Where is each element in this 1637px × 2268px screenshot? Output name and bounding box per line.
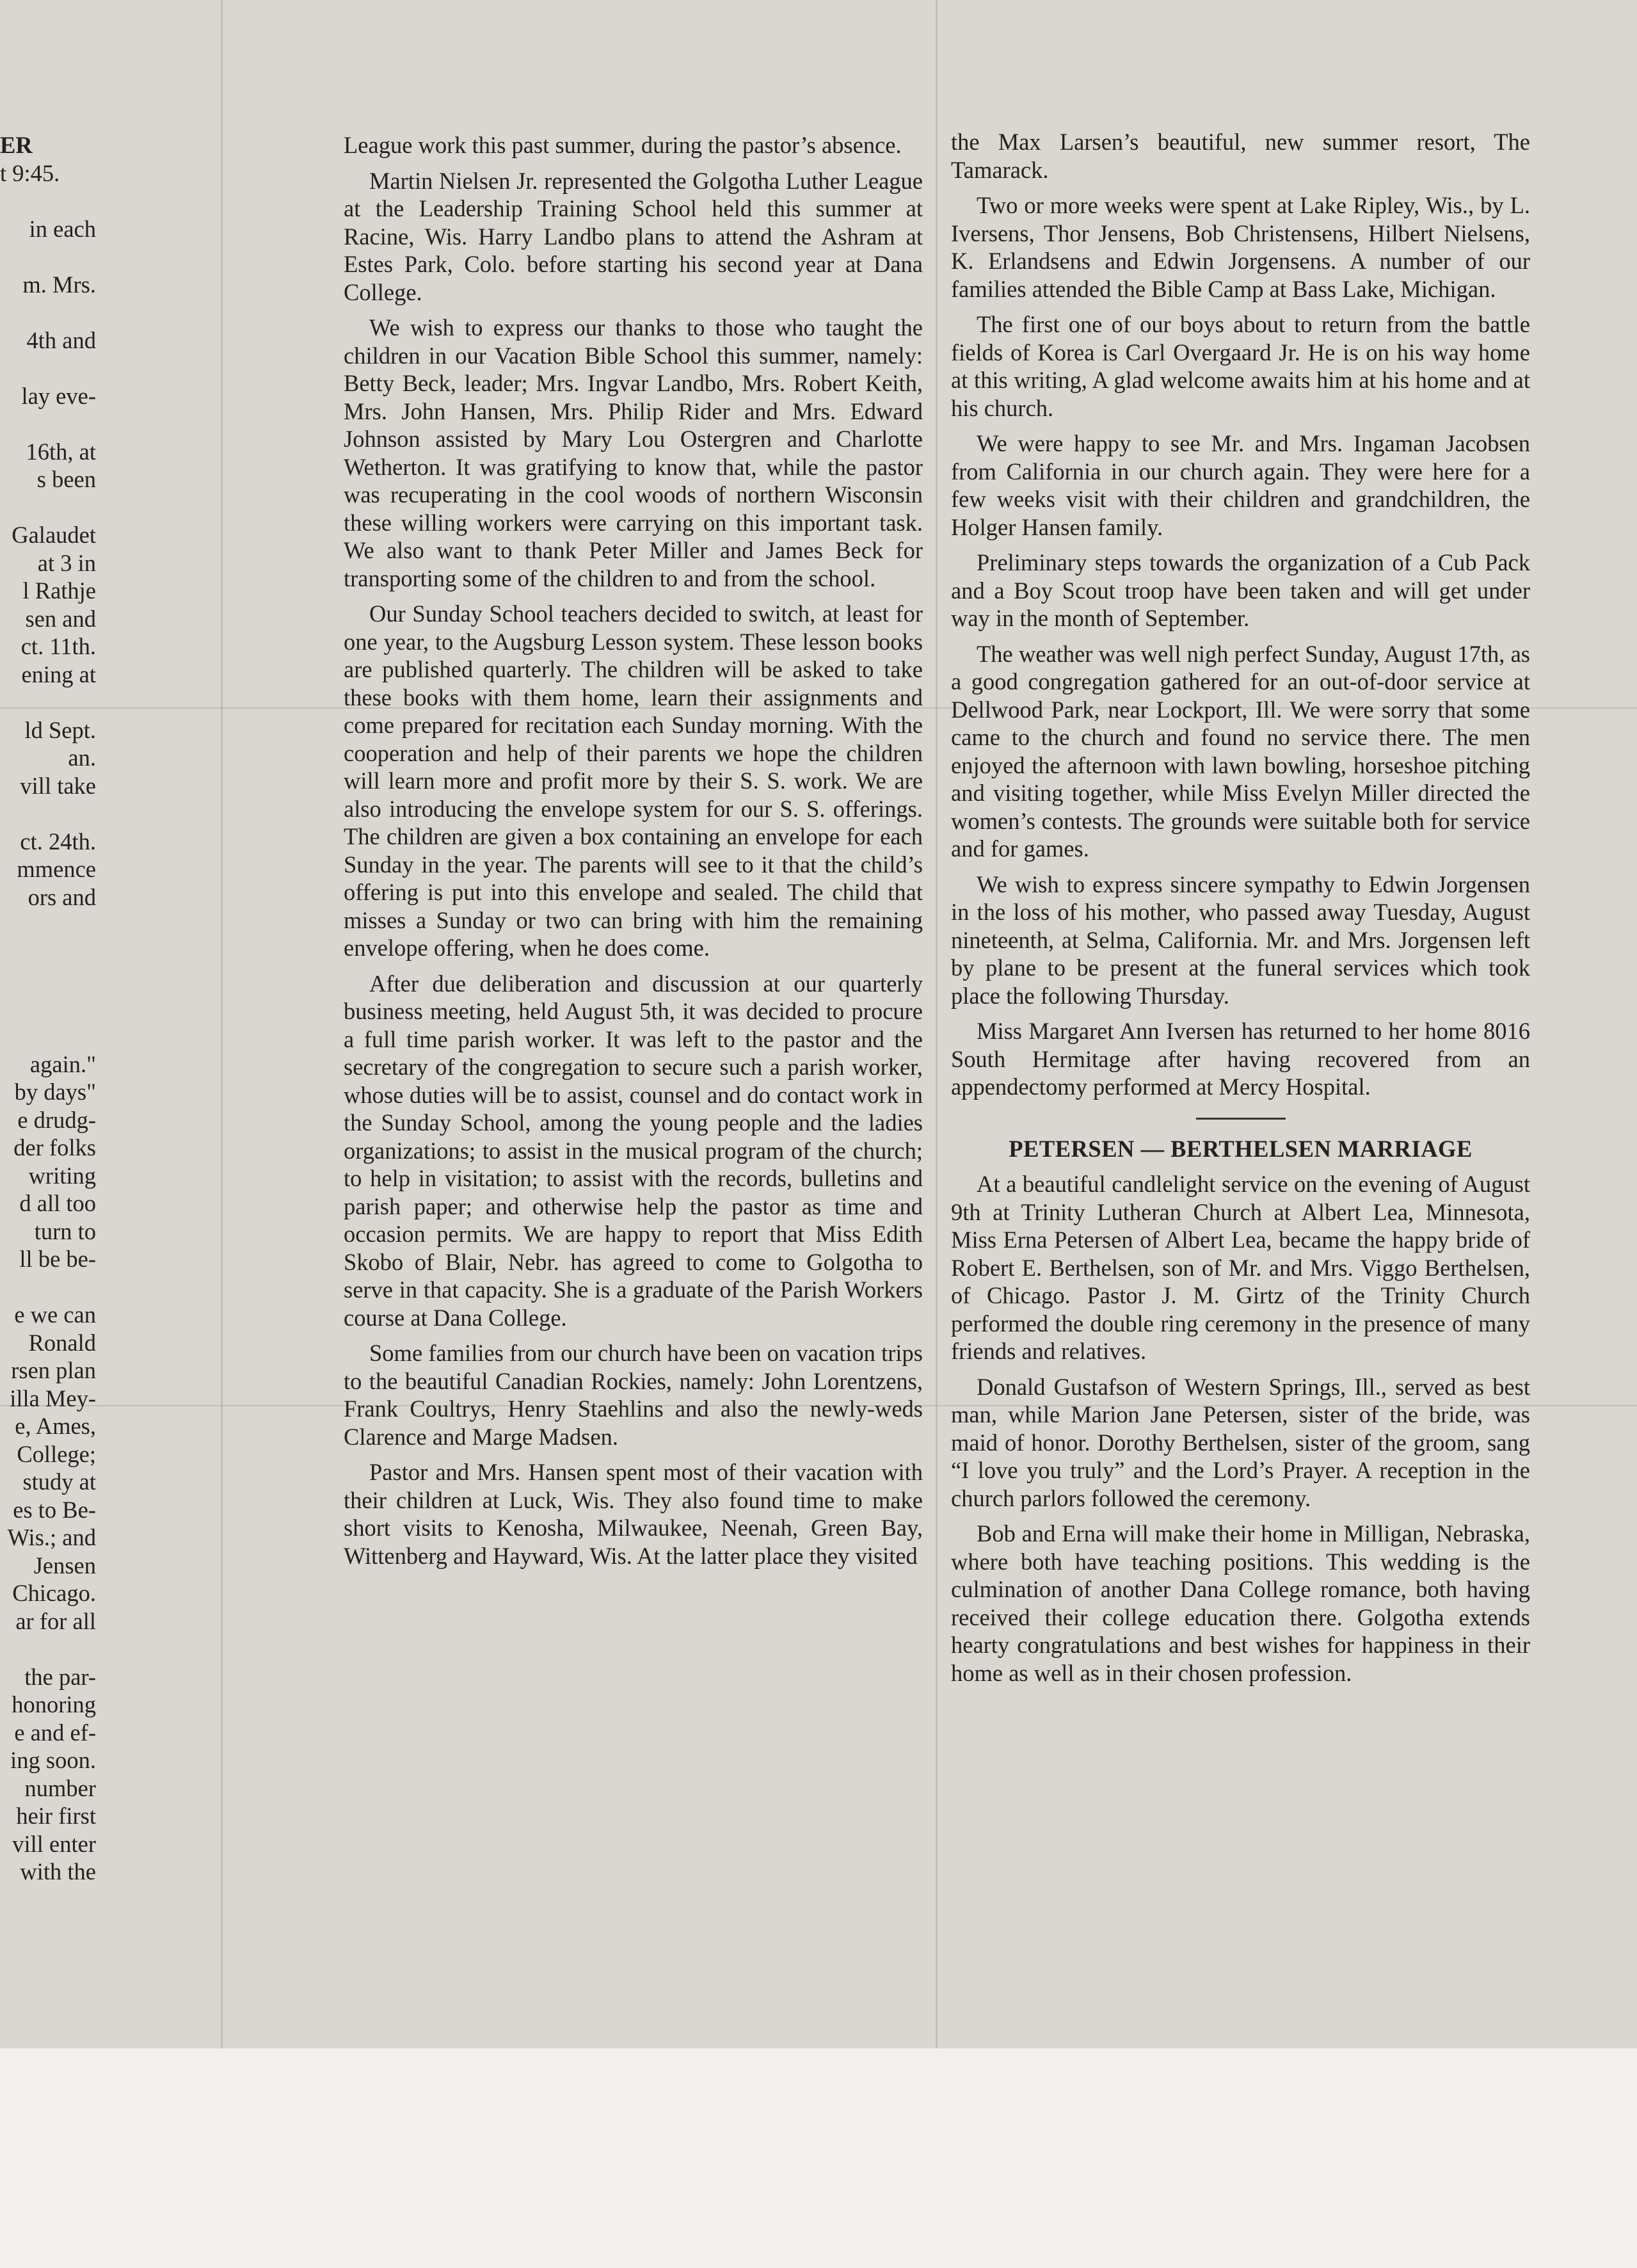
fragment-text: 16th, at (26, 438, 96, 465)
text-fragment (0, 1468, 96, 1496)
text-fragment (0, 1134, 96, 1162)
fragment-text: ct. 24th. (20, 828, 96, 855)
left-column-fragments (0, 131, 96, 1886)
fragment-text: ening at (21, 661, 96, 688)
article-paragraph: After due deliberation and discussion at our quarterly business meeting, held August 5th, it was decided to procure a full time parish worker. It was left to the pastor and the secretary of the congregation to secure such a parish worker, whose duties will be to assist, counsel and do contact work in the Sunday School, among the young people and the ladies organizations; to assist in the musical program of the church; to help in visitation; to assist with the records, bulletins and parish paper; and otherwise help the pastor as time and occasion permits. We are happy to report that Miss Edith Skobo of Blair, Nebr. has agreed to come to Golgotha to serve in that capacity. She is a graduate of the Parish Workers course at Dana College. (344, 970, 923, 1331)
fold-line (221, 0, 223, 2048)
fragment-text: turn to (34, 1218, 96, 1244)
fragment-text: ct. 11th. (20, 633, 96, 659)
text-fragment (0, 1273, 96, 1301)
fragment-text: honoring (12, 1691, 96, 1717)
text-fragment (0, 1635, 96, 1663)
article-paragraph: League work this past summer, during the pastor’s absence. (344, 132, 902, 158)
fragment-text: writing (28, 1162, 96, 1189)
text-fragment (0, 1524, 96, 1552)
fragment-text: ing soon. (10, 1747, 96, 1773)
text-fragment (0, 1050, 96, 1079)
fragment-text: mmence (17, 856, 96, 882)
text-fragment (0, 271, 96, 299)
fragment-text: e, Ames, (15, 1413, 96, 1439)
text-fragment (0, 855, 96, 883)
text-fragment (0, 465, 96, 494)
fragment-text: e and ef- (14, 1719, 96, 1746)
fragment-text: vill take (20, 772, 96, 799)
article-paragraph: The first one of our boys about to return from the battle fields of Korea is Carl Overgaard Jr. He is on his way home at this writing, A glad welcome awaits him at his home and at his church. (951, 311, 1530, 421)
article-paragraph: the Max Larsen’s beautiful, new summer resort, The Tamarack. (951, 129, 1530, 183)
fragment-text: Ronald (28, 1329, 96, 1356)
text-fragment (0, 243, 96, 271)
fragment-text: ll be be- (19, 1246, 96, 1272)
fragment-text: e drudg- (17, 1106, 96, 1133)
text-fragment (0, 688, 96, 716)
marriage-article (951, 1170, 1530, 1687)
text-fragment (0, 1858, 96, 1886)
text-fragment (0, 1022, 96, 1050)
article-paragraph: Two or more weeks were spent at Lake Ripley, Wis., by L. Iversens, Thor Jensens, Bob Christensens, Hilbert Nielsens, K. Erlandsens and Edwin Jorgensens. A number of our families attended the Bible Camp at Bass Lake, Michigan. (951, 192, 1530, 302)
text-fragment (0, 1830, 96, 1858)
article-paragraph: Pastor and Mrs. Hansen spent most of their vacation with their children at Luck, Wis. They also found time to make short visits to Kenosha, Milwaukee, Neenah, Green Bay, Wittenberg and Hayward, Wis. At the latter place they visited (344, 1459, 923, 1569)
text-fragment (0, 1412, 96, 1440)
fragment-text: College; (17, 1440, 96, 1467)
fragment-text: Chicago. (12, 1580, 96, 1606)
fragment-text: ors and (28, 883, 96, 910)
fragment-text: again." (29, 1050, 96, 1077)
fragment-text: e we can (14, 1301, 96, 1328)
text-fragment (0, 1162, 96, 1190)
fragment-text: der folks (13, 1134, 96, 1161)
fragment-text: s been (36, 466, 96, 492)
fragment-text: vill enter (12, 1830, 96, 1857)
text-fragment (0, 438, 96, 466)
text-fragment (0, 1440, 96, 1468)
text-fragment (0, 410, 96, 438)
text-fragment (0, 1802, 96, 1830)
marriage-paragraph: Donald Gustafson of Western Springs, Ill., served as best man, while Marion Jane Petersen, sister of the bride, was maid of honor. Dorothy Berthelsen, sister of the groom, sang “I love you truly” and the Lord’s Prayer. A reception in the church parlors followed the ceremony. (951, 1373, 1530, 1511)
text-fragment (0, 1691, 96, 1719)
text-fragment (0, 1385, 96, 1413)
article-paragraph: The weather was well nigh perfect Sunday, August 17th, as a good congregation gathered for an out-of-door service at Dellwood Park, near Lockport, Ill. We were sorry that some came to the church and found no service there. The men enjoyed the afternoon with lawn bowling, horseshoe pitching and visiting together, while Miss Evelyn Miller directed the women’s contests. The grounds were suitable both for service and for games. (951, 640, 1530, 862)
text-fragment (0, 1496, 96, 1524)
text-fragment (0, 1356, 96, 1385)
text-fragment (0, 354, 96, 382)
fragment-text: 4th and (26, 326, 96, 353)
fragment-text: rsen plan (11, 1357, 96, 1383)
text-fragment (0, 1663, 96, 1691)
text-fragment (0, 716, 96, 744)
text-fragment (0, 298, 96, 326)
article-paragraph: Some families from our church have been on vacation trips to the beautiful Canadian Rockies, namely: John Lorentzens, Frank Coultrys, Henry Staehlins and also the newly-weds Clarence and Marge Madsen. (344, 1340, 923, 1450)
text-fragment (0, 1579, 96, 1607)
fragment-text: an. (68, 744, 96, 771)
text-fragment (0, 1552, 96, 1580)
fragment-text: Wis.; and (7, 1524, 96, 1550)
text-fragment (0, 494, 96, 522)
marriage-paragraph: Bob and Erna will make their home in Milligan, Nebraska, where both have teaching positions. This wedding is the culmination of another Dana College romance, both having received their college education there. Golgotha extends hearty congratulations and best wishes for happiness in their home as well as in their chosen profession. (951, 1520, 1530, 1686)
text-fragment (0, 131, 96, 159)
marriage-heading: PETERSEN — BERTHELSEN MARRIAGE (1009, 1135, 1473, 1162)
fragment-text: in each (29, 215, 96, 242)
article-paragraph: Our Sunday School teachers decided to switch, at least for one year, to the Augsburg Lesson system. These lesson books are published quarterly. The children will be asked to take these books with them home, learn their assignments and come prepared for recitation each Sunday morning. With the cooperation and help of their parents we hope the children will learn more and profit more by their S. S. work. We are also introducing the envelope system for our S. S. offerings. The children are given a box containing an envelope for each Sunday in the year. The parents will see to it that the child’s offering is put into this envelope and sealed. The child that misses a Sunday or two can bring with him the remaining envelope offering, when he does come. (344, 600, 923, 961)
fragment-text: Jensen (33, 1552, 96, 1579)
text-fragment (0, 1106, 96, 1134)
fragment-text: illa Mey- (10, 1385, 96, 1411)
fold-line (936, 0, 938, 2048)
text-fragment (0, 967, 96, 995)
marriage-paragraph: At a beautiful candlelight service on the evening of August 9th at Trinity Lutheran Church at Albert Lea, Minnesota, Miss Erna Petersen of Albert Lea, became the happy bride of Robert E. Berthelsen, son of Mr. and Mrs. Viggo Berthelsen, of Chicago. Pastor J. M. Girtz of the Trinity Church performed the double ring ceremony in the presence of many friends and relatives. (951, 1171, 1530, 1364)
text-fragment (0, 1607, 96, 1636)
text-fragment (0, 605, 96, 633)
fragment-text: ER (0, 132, 33, 158)
text-fragment (0, 1189, 96, 1218)
middle-column (344, 131, 923, 1570)
fragment-text: number (24, 1774, 96, 1801)
text-fragment (0, 661, 96, 689)
text-fragment (0, 382, 96, 410)
fragment-text: ld Sept. (24, 716, 96, 743)
text-fragment (0, 828, 96, 856)
right-column (951, 128, 1530, 1687)
text-fragment (0, 1774, 96, 1803)
text-fragment (0, 939, 96, 967)
fragment-text: Galaudet (12, 522, 96, 548)
fragment-text: t 9:45. (0, 159, 60, 186)
text-fragment (0, 1078, 96, 1106)
text-fragment (0, 772, 96, 800)
fragment-text: lay eve- (21, 382, 96, 409)
article-paragraph: We wish to express our thanks to those who taught the children in our Vacation Bible School this summer, namely: Betty Beck, leader; Mrs. Ingvar Landbo, Mrs. Robert Keith, Mrs. John Hansen, Mrs. Philip Rider and Mrs. Edward Johnson assisted by Mary Lou Ostergren and Charlotte Wetherton. It was gratifying to know that, while the pastor was recuperating in the cool woods of northern Wisconsin these willing workers were carrying on this important task. We also want to thank Peter Miller and James Beck for transporting some of the children to and from the school. (344, 314, 923, 591)
fragment-text: with the (20, 1858, 96, 1885)
fragment-text: l Rathje (22, 577, 96, 604)
text-fragment (0, 995, 96, 1023)
text-fragment (0, 521, 96, 549)
text-fragment (0, 326, 96, 355)
fragment-text: es to Be- (13, 1496, 96, 1523)
text-fragment (0, 632, 96, 661)
fragment-text: the par- (24, 1663, 96, 1690)
article-paragraph: Martin Nielsen Jr. represented the Golgotha Luther League at the Leadership Training School held this summer at Racine, Wis. Harry Landbo plans to attend the Ashram at Estes Park, Colo. before starting his second year at Dana College. (344, 167, 923, 305)
article-paragraph: Miss Margaret Ann Iversen has returned to her home 8016 South Hermitage after having recovered from an appendectomy performed at Mercy Hospital. (951, 1018, 1530, 1100)
text-fragment (0, 883, 96, 912)
article-paragraph: Preliminary steps towards the organization of a Cub Pack and a Boy Scout troop have been taken and will get under way in the month of September. (951, 549, 1530, 631)
text-fragment (0, 800, 96, 828)
text-fragment (0, 577, 96, 605)
text-fragment (0, 159, 96, 188)
text-fragment (0, 215, 96, 243)
fragment-text: by days" (14, 1079, 96, 1105)
article-paragraph: We wish to express sincere sympathy to Edwin Jorgensen in the loss of his mother, who passed away Tuesday, August nineteenth, at Selma, California. Mr. and Mrs. Jorgensen left by plane to be present at the funeral services which took place the following Thursday. (951, 871, 1530, 1009)
text-fragment (0, 549, 96, 577)
text-fragment (0, 911, 96, 939)
text-fragment (0, 1301, 96, 1329)
text-fragment (0, 1719, 96, 1747)
right-column-news (951, 128, 1530, 1101)
text-fragment (0, 744, 96, 772)
fragment-text: sen and (25, 605, 96, 632)
text-fragment (0, 187, 96, 215)
text-fragment (0, 1329, 96, 1357)
text-fragment (0, 1218, 96, 1246)
fragment-text: heir first (16, 1803, 96, 1829)
fragment-text: m. Mrs. (22, 271, 96, 298)
fragment-text: at 3 in (37, 549, 96, 576)
text-fragment (0, 1245, 96, 1273)
fragment-text: study at (22, 1468, 96, 1495)
text-fragment (0, 1746, 96, 1774)
fragment-text: d all too (19, 1190, 96, 1216)
fragment-text: ar for all (15, 1607, 96, 1634)
article-paragraph: We were happy to see Mr. and Mrs. Ingaman Jacobsen from California in our church again. They were here for a few weeks visit with their children and grandchildren, the Holger Hansen family. (951, 430, 1530, 540)
section-divider (1196, 1118, 1286, 1120)
